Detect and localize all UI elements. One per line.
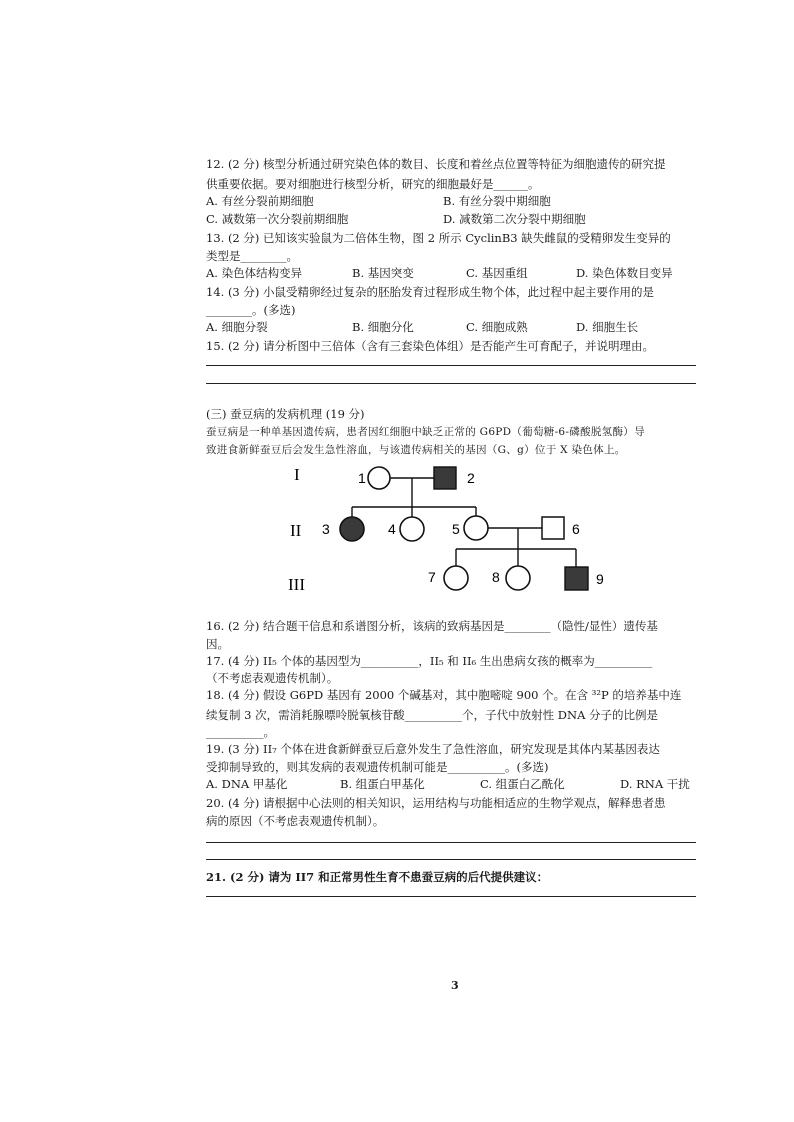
q19-stem-line2: 受抑制导致的，则其发病的表观遗传机制可能是__________。(多选)	[206, 760, 549, 774]
individual-9-affected-male	[565, 567, 588, 590]
q15-answer-line-1	[206, 365, 696, 366]
q20-answer-line-2	[206, 859, 696, 860]
individual-6-normal-male	[542, 517, 564, 539]
q16-stem-line1: 16. (2 分) 结合题干信息和系谱图分析，该病的致病基因是________（隐性/显性）遗传基	[206, 619, 658, 633]
q18-stem-line3: __________。	[206, 725, 275, 739]
q14-option-b: B. 细胞分化	[352, 320, 414, 334]
q13-option-d: D. 染色体数目变异	[576, 266, 673, 280]
q19-option-a: A. DNA 甲基化	[206, 777, 288, 791]
q20-stem-line1: 20. (4 分) 请根据中心法则的相关知识，运用结构与功能相适应的生物学观点，解释患者患	[206, 796, 666, 810]
individual-7-normal-female	[444, 566, 468, 590]
individual-8-normal-female	[506, 566, 530, 590]
generation-label-3: III	[288, 575, 305, 594]
individual-1-normal-female	[368, 467, 390, 489]
q19-option-c: C. 组蛋白乙酰化	[480, 777, 565, 791]
section3-intro-line1: 蚕豆病是一种单基因遗传病，患者因红细胞中缺乏正常的 G6PD（葡萄糖-6-磷酸脱氢酶）导	[206, 426, 645, 438]
section3-intro-line2: 致进食新鲜蚕豆后会发生急性溶血，与该遗传病相关的基因（G、g）位于 X 染色体上。	[206, 444, 626, 456]
individual-number-5: 5	[452, 521, 460, 537]
q14-stem-line1: 14. (3 分) 小鼠受精卵经过复杂的胚胎发育过程形成生物个体，此过程中起主要作用的是	[206, 285, 655, 299]
individual-2-affected-male	[434, 467, 456, 489]
q14-option-d: D. 细胞生长	[576, 320, 639, 334]
q15-answer-line-2	[206, 383, 696, 384]
individual-number-4: 4	[388, 521, 396, 537]
q19-stem-line1: 19. (3 分) II₇ 个体在进食新鲜蚕豆后意外发生了急性溶血，研究发现是其体内某基因表达	[206, 742, 660, 756]
q21-answer-line-1	[206, 896, 696, 897]
q20-stem-line2: 病的原因（不考虑表观遗传机制）。	[206, 814, 385, 828]
q13-option-c: C. 基因重组	[466, 266, 528, 280]
q17-stem-line1: 17. (4 分) II₅ 个体的基因型为__________，II₅ 和 II₆ 生出患病女孩的概率为__________	[206, 654, 653, 668]
q20-answer-line-1	[206, 842, 696, 843]
page-number: 3	[451, 979, 459, 992]
individual-number-6: 6	[572, 521, 580, 537]
q14-stem-line2: ________。(多选)	[206, 303, 296, 317]
individual-number-1: 1	[358, 470, 366, 486]
q19-option-d: D. RNA 干扰	[620, 777, 690, 791]
q13-stem-line1: 13. (2 分) 已知该实验鼠为二倍体生物，图 2 所示 CyclinB3 缺失雌鼠的受精卵发生变异的	[206, 231, 671, 245]
q18-stem-line2: 续复制 3 次，需消耗腺嘌呤脱氧核苷酸__________个，子代中放射性 DNA 分子的比例是	[206, 708, 659, 722]
q13-option-b: B. 基因突变	[352, 266, 414, 280]
individual-number-2: 2	[467, 470, 475, 486]
q12-stem-line1: 12. (2 分) 核型分析通过研究染色体的数目、长度和着丝点位置等特征为细胞遗传的研究提	[206, 157, 666, 171]
individual-5-normal-female	[464, 516, 488, 540]
q14-option-a: A. 细胞分裂	[206, 320, 268, 334]
q17-stem-line2: （不考虑表观遗传机制）。	[206, 671, 339, 685]
individual-3-affected-female	[340, 517, 364, 541]
generation-label-2: II	[290, 521, 302, 540]
q12-stem-line2: 供重要依据。要对细胞进行核型分析，研究的细胞最好是______。	[206, 177, 540, 191]
q12-option-d: D. 减数第二次分裂中期细胞	[443, 212, 586, 226]
individual-number-8: 8	[492, 569, 500, 585]
section3-title: (三) 蚕豆病的发病机理 (19 分)	[206, 407, 365, 421]
q15-stem-line1: 15. (2 分) 请分析图中三倍体（含有三套染色体组）是否能产生可育配子，并说明理由。	[206, 339, 655, 353]
pedigree-chart	[280, 460, 640, 600]
generation-label-1: I	[294, 465, 300, 484]
individual-number-9: 9	[596, 571, 604, 587]
q14-option-c: C. 细胞成熟	[466, 320, 528, 334]
individual-4-normal-female	[400, 517, 424, 541]
q12-option-a: A. 有丝分裂前期细胞	[206, 194, 314, 208]
individual-number-7: 7	[428, 569, 436, 585]
q13-option-a: A. 染色体结构变异	[206, 266, 303, 280]
q12-option-b: B. 有丝分裂中期细胞	[443, 194, 551, 208]
q16-stem-line2: 因。	[206, 637, 229, 651]
q13-stem-line2: 类型是________。	[206, 249, 298, 263]
q12-option-c: C. 减数第一次分裂前期细胞	[206, 212, 349, 226]
q21-stem-line1: 21. (2 分) 请为 II7 和正常男性生育不患蚕豆病的后代提供建议：	[206, 870, 549, 884]
individual-number-3: 3	[322, 521, 330, 537]
q18-stem-line1: 18. (4 分) 假设 G6PD 基因有 2000 个碱基对，其中胞嘧啶 900 个。在含 ³²P 的培养基中连	[206, 688, 682, 702]
q19-option-b: B. 组蛋白甲基化	[340, 777, 425, 791]
